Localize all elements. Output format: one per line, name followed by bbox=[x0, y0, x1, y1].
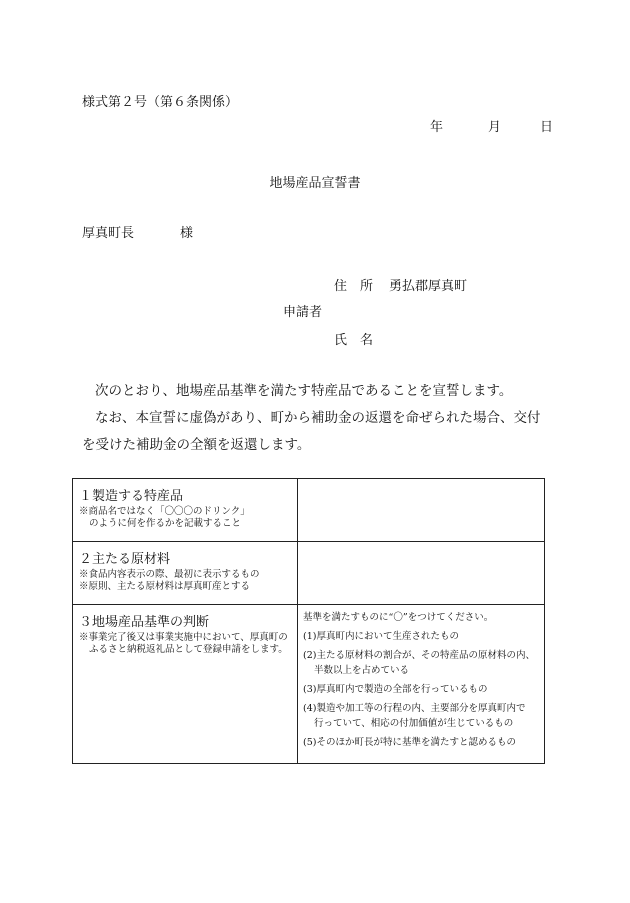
criterion-text-cont: 半数以上を占めている bbox=[314, 665, 410, 676]
declaration-text bbox=[82, 378, 552, 459]
table-row bbox=[73, 479, 545, 542]
row-title: ２主たる原材料 bbox=[79, 552, 171, 567]
row-note: ※商品名ではなく「〇〇〇のドリンク」 bbox=[79, 506, 250, 517]
date-year-label: 年 bbox=[430, 120, 444, 135]
applicant-address bbox=[334, 275, 467, 294]
applicant-label: 申請者 bbox=[283, 305, 323, 320]
criterion-item[interactable] bbox=[303, 629, 540, 644]
criterion-text: (1)厚真町内において生産されたもの bbox=[303, 631, 459, 642]
row-label-cell bbox=[73, 542, 298, 605]
criterion-item[interactable] bbox=[303, 682, 540, 697]
row-label-cell bbox=[73, 479, 298, 542]
row-label-cell bbox=[73, 605, 298, 764]
date-month-label: 月 bbox=[488, 120, 502, 135]
row-note: ※原則、主たる原材料は厚真町産とする bbox=[79, 581, 251, 592]
table-row bbox=[73, 605, 545, 764]
date-day-label: 日 bbox=[540, 120, 554, 135]
addressee-honorific: 様 bbox=[180, 226, 194, 241]
name-label: 氏 名 bbox=[334, 333, 374, 348]
product-form-table bbox=[72, 478, 545, 764]
row-note: ※食品内容表示の際、最初に表示するもの bbox=[79, 569, 260, 580]
criterion-text: (5)そのほか町長が特に基準を満たすと認めるもの bbox=[303, 737, 516, 748]
row-note: ※事業完了後又は事業実施中において、厚真町のふるさと納税返礼品として登録申請をします。 bbox=[79, 632, 288, 655]
criterion-item[interactable] bbox=[303, 701, 540, 731]
row-note: のように何を作るかを記載すること bbox=[89, 518, 242, 529]
criterion-text: (4)製造や加工等の行程の内、主要部分を厚真町内で bbox=[303, 703, 526, 714]
row-title: １製造する特産品 bbox=[79, 489, 184, 504]
declaration-line-1: 次のとおり、地場産品基準を満たす特産品であることを宣誓します。 bbox=[95, 383, 513, 399]
criteria-cell bbox=[298, 605, 545, 764]
criterion-item[interactable] bbox=[303, 648, 540, 678]
addressee bbox=[82, 222, 193, 241]
form-number: 様式第２号（第６条関係） bbox=[82, 95, 239, 110]
declaration-line-2: なお、本宣誓に虚偽があり、町から補助金の返還を命ぜられた場合、交付を受けた補助金の全額を返還します。 bbox=[82, 410, 541, 453]
row-title: ３地場産品基準の判断 bbox=[79, 615, 210, 630]
addressee-name: 厚真町長 bbox=[82, 226, 135, 241]
material-input-cell[interactable] bbox=[298, 542, 545, 605]
criteria-intro: 基準を満たすものに“〇”をつけてください。 bbox=[303, 612, 494, 623]
criterion-text-cont: 行っていて、相応の付加価値が生じているもの bbox=[314, 718, 514, 729]
product-input-cell[interactable] bbox=[298, 479, 545, 542]
document-title: 地場産品宣誓書 bbox=[269, 176, 361, 191]
address-label: 住 所 bbox=[334, 279, 374, 294]
address-value: 勇払郡厚真町 bbox=[389, 279, 468, 294]
criterion-item[interactable] bbox=[303, 735, 540, 750]
criterion-text: (2)主たる原材料の割合が、その特産品の原材料の内、 bbox=[303, 650, 535, 661]
table-row bbox=[73, 542, 545, 605]
criterion-text: (3)厚真町内で製造の全部を行っているもの bbox=[303, 684, 488, 695]
